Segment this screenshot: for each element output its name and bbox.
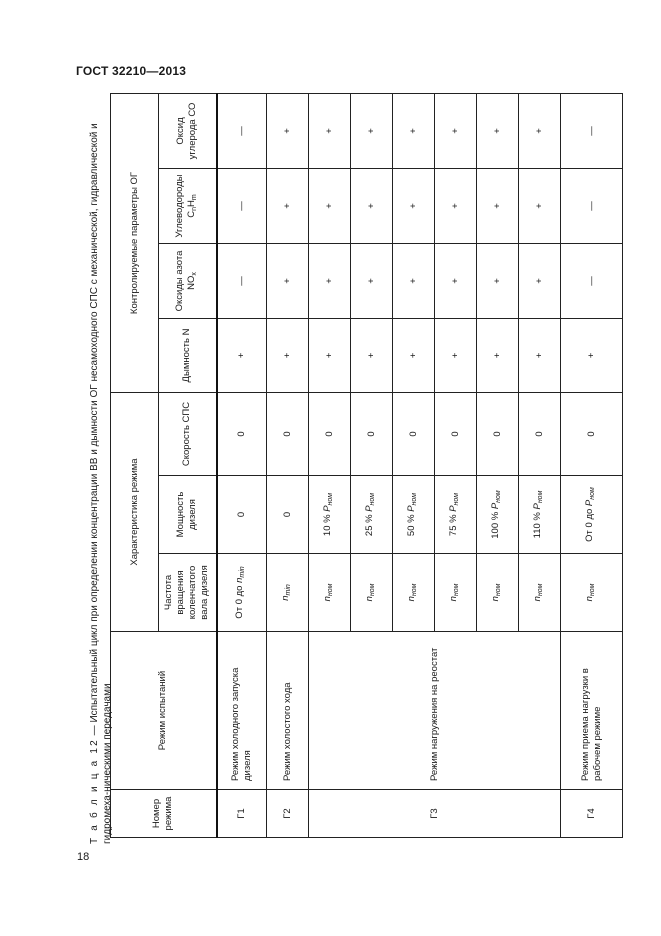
cell-speed: 0 bbox=[393, 393, 435, 476]
cell-power: 0 bbox=[267, 476, 309, 554]
cell-speed: 0 bbox=[561, 393, 623, 476]
cell-rpm: $n_{ном}$ bbox=[393, 554, 435, 632]
cell-hc: — bbox=[561, 169, 623, 244]
cell-mode: Режим нагружения на реостат bbox=[309, 632, 561, 790]
table-row bbox=[309, 93, 351, 837]
cell-co: + bbox=[435, 93, 477, 168]
cell-speed: 0 bbox=[267, 393, 309, 476]
cell-power: 0 bbox=[217, 476, 267, 554]
cell-power: 100 % $P_{ном}$ bbox=[477, 476, 519, 554]
cell-nox: + bbox=[351, 244, 393, 319]
cell-nox: + bbox=[267, 244, 309, 319]
table-row bbox=[561, 93, 623, 837]
cell-smoke: + bbox=[519, 319, 561, 393]
cell-rpm: $n_{ном}$ bbox=[519, 554, 561, 632]
header-characteristics: Характеристика режима bbox=[111, 393, 159, 632]
cell-nox: + bbox=[393, 244, 435, 319]
cell-nox: + bbox=[477, 244, 519, 319]
header-co: Оксид углерода СО bbox=[159, 93, 217, 168]
cell-rpm: $n_{ном}$ bbox=[561, 554, 623, 632]
cell-speed: 0 bbox=[217, 393, 267, 476]
document-header: ГОСТ 32210—2013 bbox=[76, 64, 187, 78]
cell-smoke: + bbox=[435, 319, 477, 393]
cell-number: Г1 bbox=[217, 790, 267, 838]
header-mode: Режим испытаний bbox=[111, 632, 217, 790]
header-number: Номер режима bbox=[111, 790, 217, 838]
cell-hc: + bbox=[351, 169, 393, 244]
cell-mode: Режим холостого хода bbox=[267, 632, 309, 790]
cell-power: 25 % $P_{ном}$ bbox=[351, 476, 393, 554]
table-rotated-container bbox=[110, 94, 620, 838]
header-nox: Оксиды азота $NO_x$ bbox=[159, 244, 217, 319]
cell-co: + bbox=[351, 93, 393, 168]
cell-smoke: + bbox=[351, 319, 393, 393]
test-cycle-table bbox=[110, 93, 623, 838]
cell-mode: Режим холодного запуска дизеля bbox=[217, 632, 267, 790]
cell-rpm: $n_{ном}$ bbox=[477, 554, 519, 632]
cell-speed: 0 bbox=[435, 393, 477, 476]
cell-co: + bbox=[267, 93, 309, 168]
header-hc: Углеводороды $C_nH_m$ bbox=[159, 169, 217, 244]
cell-hc: + bbox=[435, 169, 477, 244]
cell-rpm: $n_{ном}$ bbox=[435, 554, 477, 632]
cell-co: — bbox=[217, 93, 267, 168]
cell-hc: + bbox=[309, 169, 351, 244]
cell-smoke: + bbox=[561, 319, 623, 393]
header-power: Мощность дизеля bbox=[159, 476, 217, 554]
cell-smoke: + bbox=[393, 319, 435, 393]
cell-nox: — bbox=[561, 244, 623, 319]
table-row bbox=[217, 93, 267, 837]
cell-rpm: $n_{ном}$ bbox=[309, 554, 351, 632]
cell-smoke: + bbox=[267, 319, 309, 393]
cell-hc: + bbox=[393, 169, 435, 244]
cell-smoke: + bbox=[309, 319, 351, 393]
cell-power: От 0 до $P_{ном}$ bbox=[561, 476, 623, 554]
cell-hc: + bbox=[267, 169, 309, 244]
cell-hc: + bbox=[477, 169, 519, 244]
cell-hc: — bbox=[217, 169, 267, 244]
table-row bbox=[267, 93, 309, 837]
cell-mode: Режим приема нагрузки в рабочем режиме bbox=[561, 632, 623, 790]
cell-co: + bbox=[309, 93, 351, 168]
table-caption-text: — Испытательный цикл при определении концентрации ВВ и дымности ОГ несамоходного СПС с механической, гидравлической и гидромеха-ническими передачами bbox=[89, 123, 113, 844]
cell-nox: + bbox=[309, 244, 351, 319]
header-rpm: Частота вращения коленчатого вала дизеля bbox=[159, 554, 217, 632]
cell-speed: 0 bbox=[351, 393, 393, 476]
cell-rpm: $n_{min}$ bbox=[267, 554, 309, 632]
cell-speed: 0 bbox=[477, 393, 519, 476]
cell-power: 10 % $P_{ном}$ bbox=[309, 476, 351, 554]
cell-speed: 0 bbox=[519, 393, 561, 476]
header-speed: Скорость СПС bbox=[159, 393, 217, 476]
cell-power: 110 % $P_{ном}$ bbox=[519, 476, 561, 554]
cell-power: 50 % $P_{ном}$ bbox=[393, 476, 435, 554]
cell-co: — bbox=[561, 93, 623, 168]
cell-nox: + bbox=[435, 244, 477, 319]
cell-number: Г4 bbox=[561, 790, 623, 838]
cell-smoke: + bbox=[217, 319, 267, 393]
cell-speed: 0 bbox=[309, 393, 351, 476]
cell-rpm: $n_{ном}$ bbox=[351, 554, 393, 632]
table-caption-label: Т а б л и ц а 12 bbox=[89, 738, 100, 844]
cell-nox: — bbox=[217, 244, 267, 319]
cell-rpm: От 0 до $n_{min}$ bbox=[217, 554, 267, 632]
table-header-row-1 bbox=[111, 93, 159, 837]
cell-number: Г2 bbox=[267, 790, 309, 838]
cell-number: Г3 bbox=[309, 790, 561, 838]
cell-nox: + bbox=[519, 244, 561, 319]
cell-co: + bbox=[393, 93, 435, 168]
header-smoke: Дымность N bbox=[159, 319, 217, 393]
cell-co: + bbox=[519, 93, 561, 168]
header-controlled-params: Контролируемые параметры ОГ bbox=[111, 93, 159, 392]
cell-co: + bbox=[477, 93, 519, 168]
cell-hc: + bbox=[519, 169, 561, 244]
page-number: 18 bbox=[77, 851, 90, 863]
cell-smoke: + bbox=[477, 319, 519, 393]
cell-power: 75 % $P_{ном}$ bbox=[435, 476, 477, 554]
